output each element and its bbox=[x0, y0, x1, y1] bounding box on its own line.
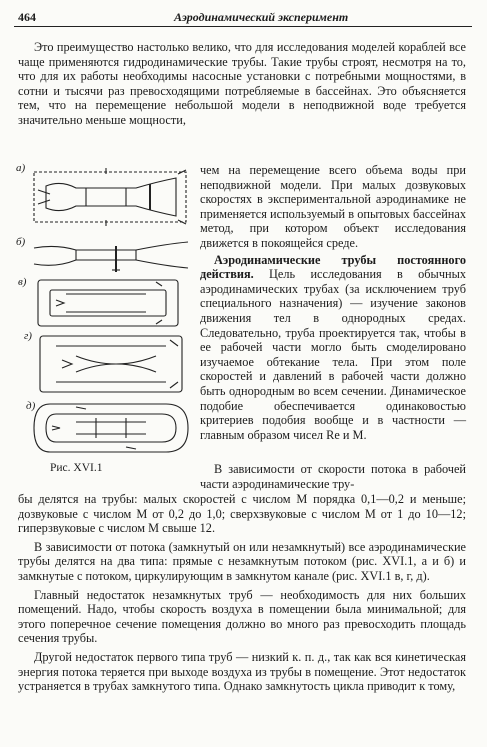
running-header bbox=[14, 4, 472, 27]
speed-paragraph-start: В зависимости от скорости потока в рабочей части аэродинамические тру- bbox=[200, 462, 466, 491]
intro-block bbox=[18, 40, 466, 128]
intro-paragraph: Это преимущество настолько велико, что для исследования моделей кораблей все чаще применяются гидродинамические трубы. Такие трубы строят, несмотря на то, что для их работы необходимы насосные установки с потребными мощностями, в сотни и тысячи раз превосходящими потребляемые в бассейнах. Это объясняется тем, что на перемещение небольшой модели в неподвижной воде требуется значительно меньше мощности, bbox=[18, 40, 466, 127]
section-text: Цель исследования в обычных аэродинамических трубах (за исключением труб специального назначения) — изучение законов движения тел в однородных средах. Следовательно, труба проектируется так, чтобы в ее рабочей части могло быть смоделировано изучаемое обтекание тела. При этом поле скоростей и давлений в рабочей части должно быть однородным во всем сечении. Динамическое подобие обеспечивается одинаковостью критериев подобия вообще и в частности — главным образом чисел Re и M. bbox=[200, 267, 466, 442]
drawing-g bbox=[40, 336, 182, 392]
figure-label-g: г) bbox=[24, 330, 32, 342]
section-paragraph bbox=[200, 253, 466, 443]
drawback-paragraph: Главный недостаток незамкнутых труб — необходимость для них больших помещений. Надо, чтобы скорость воздуха в помещении была минимальной; для этого поперечное сечение помещения должно во много раз превосходить площадь сечения трубы. bbox=[18, 587, 466, 646]
figure-label-d: д) bbox=[26, 400, 36, 412]
drawing-b bbox=[34, 242, 188, 272]
drawing-a bbox=[34, 168, 186, 226]
wind-tunnel-drawings bbox=[16, 160, 192, 460]
drawing-d bbox=[34, 404, 188, 452]
figure-label-a: а) bbox=[16, 162, 26, 174]
speed-paragraph-end: бы делятся на трубы: малых скоростей с числом M порядка 0,1—0,2 и меньше; дозвуковые с числом M от 0,2 до 1,0; сверхзвуковые с числом M от 1 до 10—12; гиперзвуковые с числом M свыше 12. bbox=[18, 492, 466, 536]
right-continuation: чем на перемещение всего объема воды при неподвижной модели. При малых дозвуковых скоростях в экспериментальной аэродинамике не применяется используемый в опытовых бассейнах метод, при котором объект исследования движется в покоящейся среде. bbox=[200, 163, 466, 250]
figure-caption: Рис. XVI.1 bbox=[50, 462, 103, 474]
speed-paragraph-start-block bbox=[200, 462, 466, 491]
section-heading: Аэродинамические трубы постоянного действия. bbox=[200, 252, 466, 282]
figure-label-v: в) bbox=[18, 276, 27, 288]
efficiency-paragraph: Другой недостаток первого типа труб — низкий к. п. д., так как вся кинетическая энергия потока теряется при выходе воздуха из трубы в помещение. Этот недостаток устраняется в трубах замкнутого типа. Однако замкнутость цикла приводит к тому, bbox=[18, 649, 466, 694]
wind-tunnel-figure bbox=[16, 160, 192, 460]
running-title: Аэродинамический эксперимент bbox=[174, 10, 349, 24]
bottom-text bbox=[18, 492, 466, 694]
drawing-v bbox=[38, 280, 178, 326]
flow-paragraph: В зависимости от потока (замкнутый он или незамкнутый) все аэродинамические трубы делятся на два типа: прямые с незамкнутым потоком (рис. XVI.1, а и б) и замкнутые с потоком, циркулирующим в замкнутом канале (рис. XVI.1 в, г, д). bbox=[18, 539, 466, 583]
page-number: 464 bbox=[18, 10, 36, 24]
right-column bbox=[200, 163, 466, 442]
figure-label-b: б) bbox=[16, 236, 26, 248]
